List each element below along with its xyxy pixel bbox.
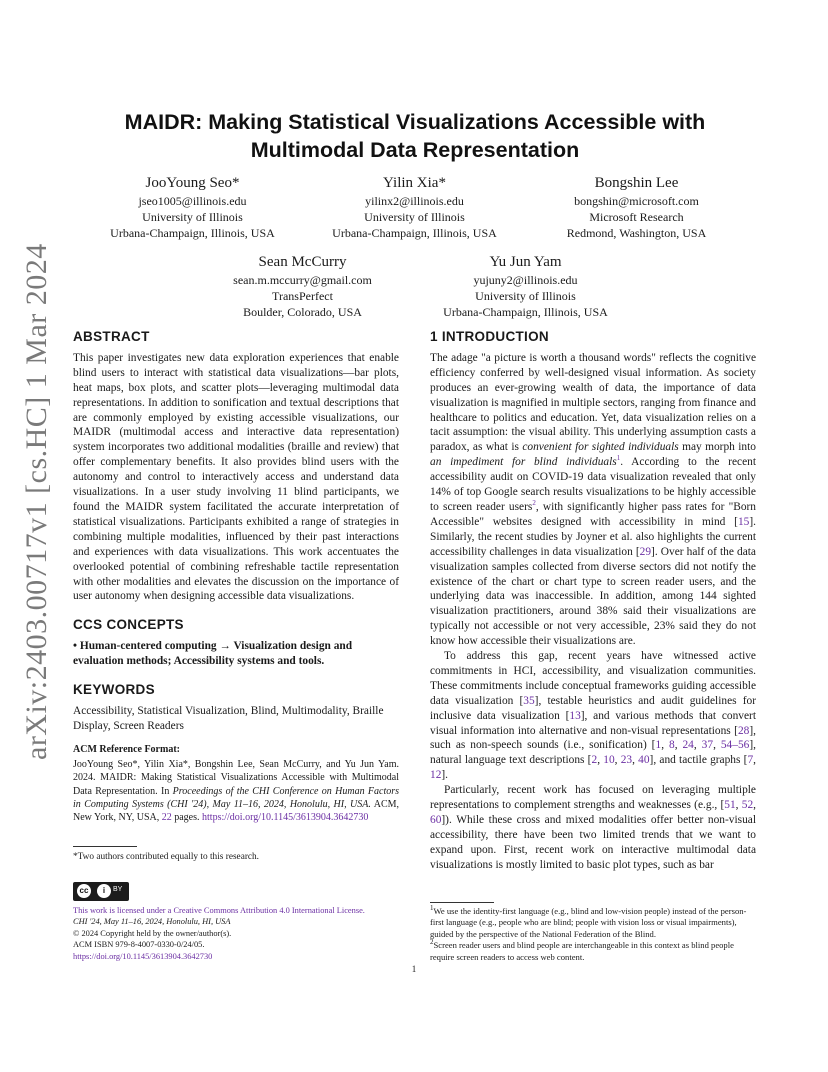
text-run: . According to the recent accessibility audit on COVID-19 data visualization revealed that only 14% of top Google search results visualizations to be highly accessible to screen reader users — [430, 456, 756, 513]
author-place: Urbana-Champaign, Illinois, USA — [110, 226, 275, 240]
footnote-ref-1[interactable]: 1 — [616, 454, 621, 463]
author-email: jseo1005@illinois.edu — [138, 194, 247, 208]
author-block — [302, 173, 527, 241]
author-name: Yilin Xia* — [383, 175, 446, 191]
citation-link[interactable]: 13 — [569, 709, 581, 722]
citation-link[interactable]: 2 — [591, 754, 598, 767]
footnote-rule — [73, 846, 137, 847]
intro-paragraph-1 — [430, 351, 756, 649]
author-email: yujuny2@illinois.edu — [473, 273, 578, 287]
reference-publisher: ACM, New York, NY, USA, — [73, 798, 399, 824]
author-name: Sean McCurry — [258, 254, 347, 270]
author-place: Redmond, Washington, USA — [566, 226, 707, 240]
citation-link[interactable]: 8 — [668, 739, 675, 752]
citation-link[interactable]: 52 — [741, 799, 754, 812]
citation-link[interactable]: 23 — [620, 754, 633, 767]
citation-link[interactable]: 40 — [638, 754, 650, 767]
author-block — [80, 173, 305, 241]
intro-paragraph-2: To address this gap, recent years have witnessed active commitments in HCI, accessibility, and visualization communities. These commitments include conceptual frameworks guiding accessible data visualization [35], testable heuristics and audit guidelines for inclusive data visualization [13], and various methods that convert visual information into alternative and non-visual representations [28], such as non-speech sounds (i.e., sonification) [1, 8, 24, 37, 54–56], natural language text descriptions [2, 10, 23, 40], and tactile graphs [7, 12]. — [430, 650, 757, 782]
reference-doi-link[interactable]: https://doi.org/10.1145/3613904.3642730 — [202, 812, 369, 824]
author-email: sean.m.mccurry@gmail.com — [233, 273, 372, 287]
footnote-2-mark: 2 — [430, 938, 434, 947]
text-run: ], and tactile graphs [ — [649, 754, 748, 767]
footnote-rule — [430, 902, 494, 903]
citation-link[interactable]: 15 — [737, 515, 750, 528]
cc-icon: cc — [77, 884, 91, 898]
author-email: yilinx2@illinois.edu — [365, 194, 464, 208]
keywords-text: Accessibility, Statistical Visualization, Blind, Multimodality, Braille Display, Screen Readers — [73, 704, 384, 732]
text-run: ], such as non-speech sounds (i.e., sonification) [ — [430, 724, 756, 752]
author-org: University of Illinois — [364, 210, 465, 224]
right-column — [430, 330, 756, 873]
author-org: University of Illinois — [475, 289, 576, 303]
citation-link[interactable]: 24 — [682, 739, 694, 752]
text-run: The adage "a picture is worth a thousand words" reflects the cognitive efficiency conferred by well-designed visual information. As society produces an ever-growing wealth of data, the importance of data visualization is magnified in multiple sectors, ranging from finance and healthcare to politics and education. Yet, data visualization relies on a tacit assumption: the visual ability. This underlying assumption casts a paradox, as what is — [430, 351, 756, 454]
citation-link[interactable]: 29 — [639, 545, 652, 558]
citation-link[interactable]: 60 — [430, 814, 442, 826]
author-place: Urbana-Champaign, Illinois, USA — [332, 226, 497, 240]
author-name: JooYoung Seo* — [145, 175, 240, 191]
citation-link[interactable]: 51 — [724, 799, 736, 812]
text-run: ]). While these cross and mixed modalities offer better non-visual accessibility, there have been two limited trends that we want to expand upon. First, recent work on interactive multimodal data visualizations is mostly limited to basic plot types, such as bar — [430, 814, 756, 871]
license-block — [73, 905, 413, 962]
author-name: Yu Jun Yam — [489, 254, 562, 270]
reference-pages-label: pages. — [171, 812, 203, 824]
citation-link[interactable]: 1 — [655, 739, 662, 752]
license-doi-link[interactable]: https://doi.org/10.1145/3613904.3642730 — [73, 951, 213, 961]
intro-paragraph-3: Particularly, recent work has focused on leveraging multiple representations to complement strengths and weaknesses (e.g., [51, 52, 60]). While these cross and mixed modalities offer better non-visual accessibility, there have been two limited trends that we want to expand upon. First, recent work on interactive multimodal data visualizations is mostly limited to basic plot types, such as bar — [430, 784, 756, 871]
citation-link[interactable]: 35 — [523, 694, 535, 707]
author-email: bongshin@microsoft.com — [574, 194, 699, 208]
citation-link[interactable]: 10 — [603, 754, 615, 767]
text-run: ], testable heuristics and audit guidelines for inclusive data visualization [ — [430, 694, 756, 722]
title-line-1: MAIDR: Making Statistical Visualizations Accessible with — [124, 110, 706, 134]
author-org: University of Illinois — [142, 210, 243, 224]
reference-pages-link[interactable]: 22 — [161, 812, 172, 824]
citation-link[interactable]: 37 — [701, 739, 714, 752]
introduction-heading: 1 INTRODUCTION — [430, 329, 549, 344]
text-run: Particularly, recent work has focused on leveraging multiple representations to complement strengths and weaknesses (e.g., [ — [430, 784, 756, 812]
text-run: ], natural language text descriptions [ — [430, 739, 756, 767]
citation-link[interactable]: 7 — [747, 754, 754, 767]
ccs-heading: CCS CONCEPTS — [73, 617, 184, 633]
reference-text — [73, 758, 399, 825]
footnote-1-text: We use the identity-first language (e.g., blind and low-vision people) instead of the person-first language (e.g., people who are blind; people with vision loss or visual impairments), guided by the perspective of the National Federation of the Blind. — [430, 906, 747, 939]
author-place: Boulder, Colorado, USA — [243, 305, 362, 319]
text-run: may morph into — [678, 441, 756, 454]
abstract-heading: ABSTRACT — [73, 329, 150, 344]
citation-link[interactable]: 28 — [737, 724, 750, 737]
by-label: BY — [113, 886, 123, 893]
page-number: 1 — [411, 964, 417, 974]
license-link[interactable]: This work is licensed under a Creative Commons Attribution 4.0 International License. — [73, 906, 365, 915]
ccs-text: • Human-centered computing → Visualization design and evaluation methods; Accessibility systems and tools. — [73, 640, 353, 668]
text-run: , with significantly higher pass rates for "Born Accessible" websites designed with accessibility in mind [ — [430, 500, 756, 528]
reference-authors: JooYoung Seo*, Yilin Xia*, Bongshin Lee, Sean McCurry, and Yu Jun Yam. 2024. MAIDR: Making Statistical Visualizations Accessible with Multimodal Data Representation. In — [73, 758, 399, 797]
text-run: ], and various methods that convert visual information into alternative and non-visual representations [ — [430, 709, 756, 737]
citation-link[interactable]: 12 — [430, 769, 442, 782]
citation-link[interactable]: 54–56 — [720, 739, 750, 752]
equal-contribution-footnote: *Two authors contributed equally to this research. — [73, 852, 260, 862]
arxiv-identifier: arXiv:2403.00717v1 [cs.HC] 1 Mar 2024 — [20, 243, 53, 760]
author-org: Microsoft Research — [589, 210, 684, 224]
author-org: TransPerfect — [272, 289, 333, 303]
cc-by-license-badge[interactable] — [73, 882, 129, 901]
footnote-ref-2[interactable]: 2 — [532, 499, 536, 508]
reference-venue: Proceedings of the CHI Conference on Human Factors in Computing Systems (CHI '24), May 11–16, 2024, Honolulu, HI, USA. — [73, 785, 400, 810]
text-run: ]. Over half of the data visualization samples collected from diverse sectors did not notify the existence of the chart or chart type to screen reader users, and the underlying data was inaccessible. In addition, among 144 sighted visualization practitioners, around 38% said their visualizations are typically not accessible or not very accessible, 23% said they do not know how accessible their visualizations are. — [430, 545, 756, 648]
footnote-2 — [430, 940, 756, 963]
author-place: Urbana-Champaign, Illinois, USA — [443, 305, 608, 319]
abstract-text: This paper investigates new data exploration experiences that enable blind users to interact with statistical data visualizations—bar plots, heat maps, box plots, and scatter plots—leveraging multimodal data representations. In addition to sonification and textual descriptions that are commonly employed by existing accessible visualizations, our MAIDR (multimodal access and interactive data representation) system incorporates two additional modalities (braille and review) that offer complementary benefits. It also provides blind users with the autonomy and control to interactively access and understand data visualizations. In a user study involving 11 blind participants, we found the MAIDR system facilitated the accurate interpretation of statistical visualizations. Participants exhibited a range of strategies in combining multiple modalities, influenced by their past interactions and experiences with data visualizations. This work accentuates the overlooked potential of combining refreshable tactile representation with other modalities and elevates the discussion on the importance of user autonomy when designing accessible data visualizations. — [73, 351, 399, 603]
by-person-icon: i — [97, 884, 111, 898]
isbn: ACM ISBN 979-8-4007-0330-0/24/05. — [73, 940, 205, 950]
reference-heading: ACM Reference Format: — [73, 743, 180, 755]
copyright-notice: © 2024 Copyright held by the owner/author(s). — [73, 928, 232, 938]
author-name: Bongshin Lee — [594, 175, 679, 191]
footnotes-block — [430, 906, 756, 963]
footnote-1-mark: 1 — [430, 904, 434, 913]
author-block — [524, 173, 749, 241]
author-block — [413, 252, 638, 320]
footnote-1 — [430, 906, 756, 940]
emphasis-text: convenient for sighted individuals — [522, 441, 679, 454]
left-column — [73, 330, 399, 825]
paper-title — [90, 108, 740, 164]
title-line-2: Multimodal Data Representation — [250, 138, 580, 162]
keywords-heading: KEYWORDS — [73, 682, 155, 698]
author-block — [190, 252, 415, 320]
text-run: To address this gap, recent years have witnessed active commitments in HCI, accessibility, and visualization communities. These commitments include conceptual frameworks guiding accessible data visualization [ — [430, 650, 756, 707]
conference-info: CHI '24, May 11–16, 2024, Honolulu, HI, USA — [73, 917, 231, 927]
text-run: ]. — [441, 769, 449, 782]
footnote-2-text: Screen reader users and blind people are interchangeable in this context as blind people require screen readers to access web content. — [430, 940, 734, 962]
emphasis-text: an impediment for blind individuals — [430, 456, 617, 469]
text-run: ]. Similarly, the recent studies by Joyner et al. also highlights the current accessibility challenges in data visualization [ — [430, 515, 756, 558]
